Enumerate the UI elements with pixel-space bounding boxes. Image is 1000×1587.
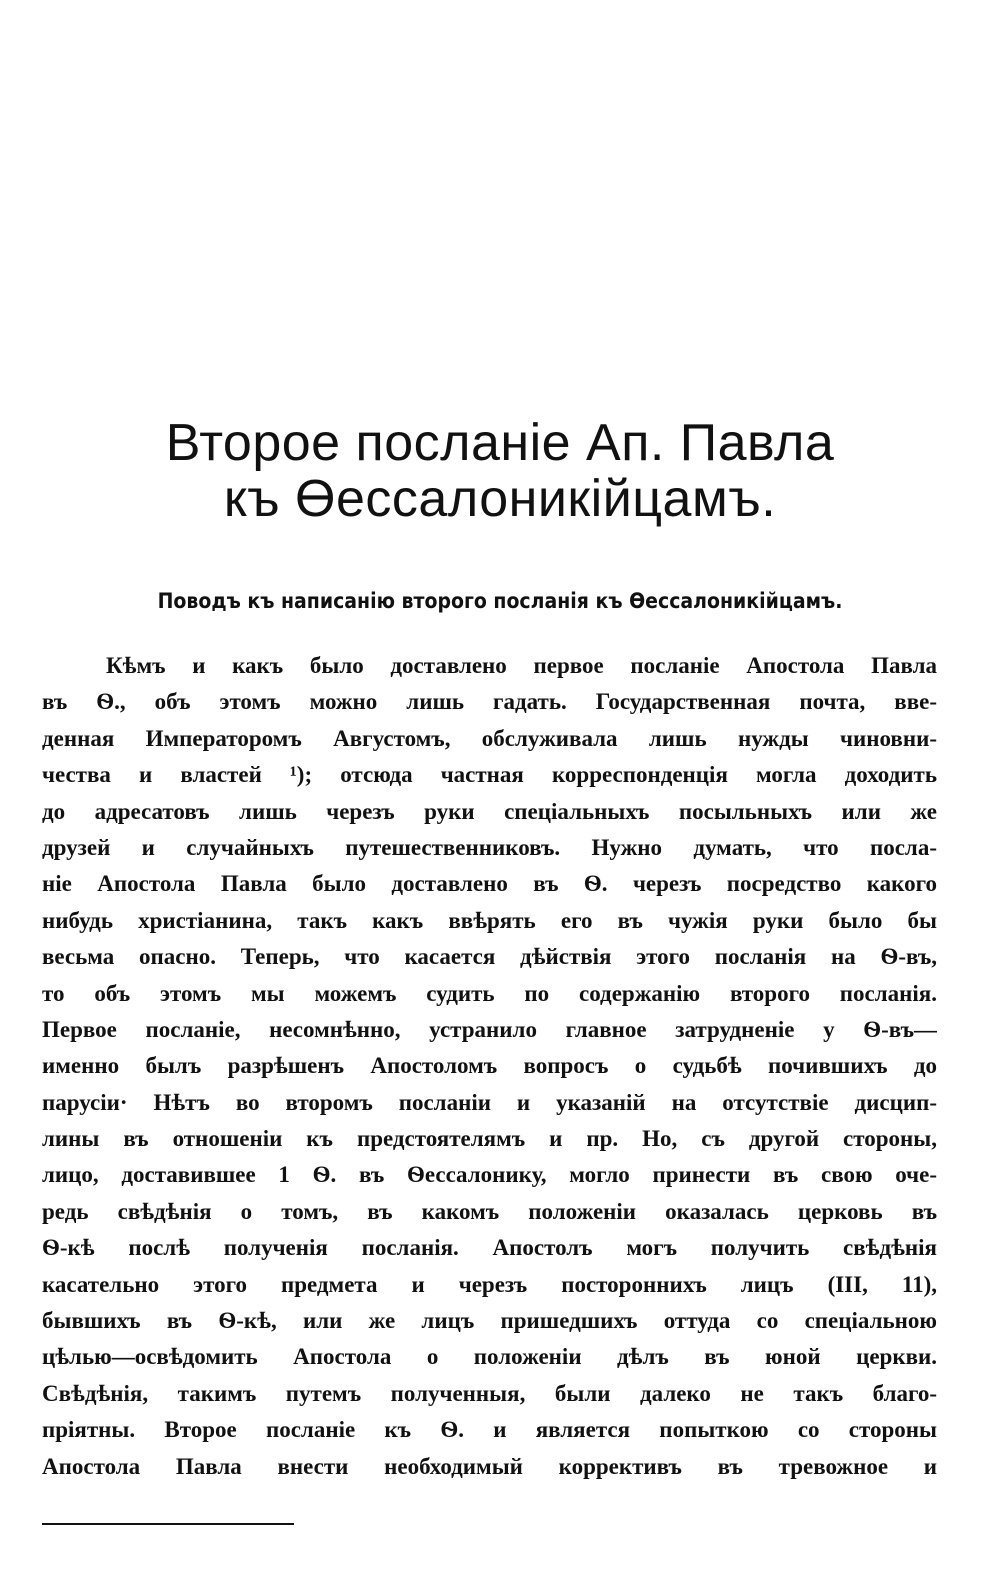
text-line: лицо, доставившее 1 Ѳ. въ Ѳессалонику, могло принести въ свою оче- [42,1162,937,1188]
body-paragraph [42,648,937,1485]
footnote-separator [42,1523,294,1525]
page-title-line-2: къ Өессалоникійцамъ. [223,470,777,528]
text-line: до адресатовъ лишь черезъ руки спеціальныхъ посыльныхъ или же [42,798,937,824]
text-line: ніе Апостола Павла было доставлено въ Ѳ. черезъ посредство какого [42,871,937,897]
text-line: нибудь христіанина, такъ какъ ввѣрять его въ чужія руки было бы [42,907,937,933]
text-line: касательно этого предмета и черезъ постороннихъ лицъ (III, 11), [42,1271,937,1297]
text-line: въ Ѳ., объ этомъ можно лишь гадать. Государственная почта, вве- [42,689,937,715]
text-line: Ѳ-кѣ послѣ полученія посланія. Апостолъ могъ получить свѣдѣнія [42,1235,937,1261]
page-title-line-1: Второе посланіе Ап. Павла [165,414,835,472]
section-heading: Поводъ къ написанію второго посланія къ Өессалоникійцамъ. [157,589,843,613]
text-line: друзей и случайныхъ путешественниковъ. Нужно думать, что посла- [42,834,937,860]
text-line: Свѣдѣнія, такимъ путемъ полученныя, были далеко не такъ благо- [42,1380,937,1406]
text-line: цѣлью—освѣдомить Апостола о положеніи дѣлъ въ юной церкви. [42,1344,937,1370]
text-line: редь свѣдѣнія о томъ, въ какомъ положеніи оказалась церковь въ [42,1198,937,1224]
text-line: Апостола Павла внести необходимый коррективъ въ тревожное и [42,1453,937,1479]
text-line: Кѣмъ и какъ было доставлено первое посланіе Апостола Павла [106,653,937,678]
text-line: Первое посланіе, несомнѣнно, устранило главное затрудненіе у Ѳ-въ— [42,1016,937,1042]
text-line: лины въ отношеніи къ предстоятелямъ и пр. Но, съ другой стороны, [42,1126,937,1152]
text-line: весьма опасно. Теперь, что касается дѣйствія этого посланія на Ѳ-въ, [42,944,937,970]
text-line: то объ этомъ мы можемъ судить по содержанію второго посланія. [42,980,937,1006]
text-line: пріятны. Второе посланіе къ Ѳ. и является попыткою со стороны [42,1417,937,1443]
text-line: чества и властей ¹); отсюда частная корреспонденція могла доходить [42,762,937,788]
text-line: парусіи· Нѣтъ во второмъ посланіи и указаній на отсутствіе дисцип- [42,1089,937,1115]
text-line: именно былъ разрѣшенъ Апостоломъ вопросъ о судьбѣ почившихъ до [42,1053,937,1079]
text-line: бывшихъ въ Ѳ-кѣ, или же лицъ пришедшихъ оттуда со спеціальною [42,1308,937,1334]
text-line: денная Императоромъ Августомъ, обслуживала лишь нужды чиновни- [42,725,937,751]
